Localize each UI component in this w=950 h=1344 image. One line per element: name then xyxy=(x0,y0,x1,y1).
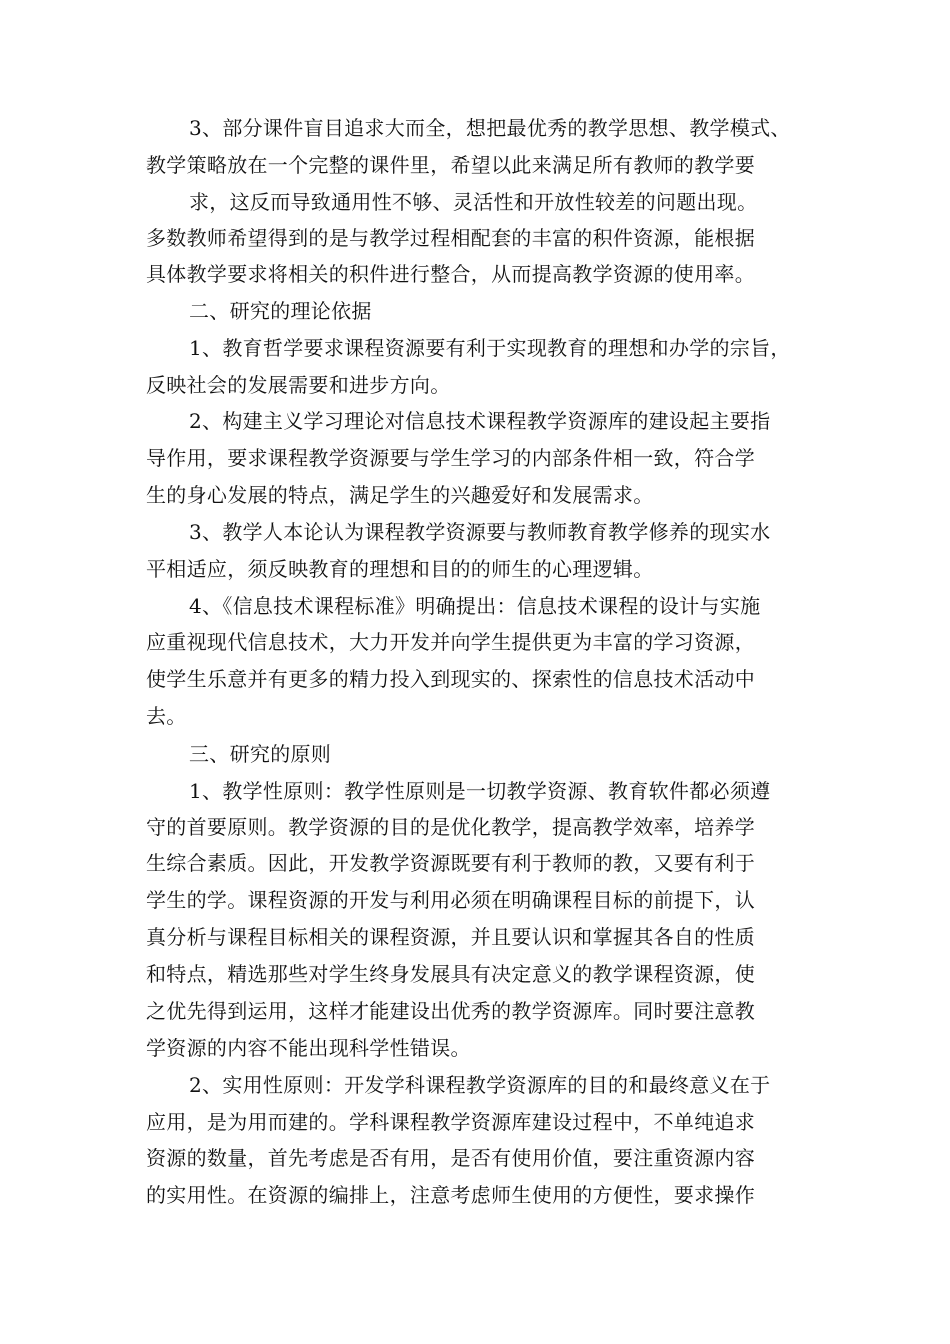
text-line: 生综合素质。因此，开发教学资源既要有利于教师的教，又要有利于 xyxy=(146,851,755,875)
text-line: 和特点，精选那些对学生终身发展具有决定意义的教学课程资源，使 xyxy=(146,962,755,986)
section-heading: 三、研究的原则 xyxy=(189,742,332,766)
text-line: 教学策略放在一个完整的课件里，希望以此来满足所有教师的教学要 xyxy=(146,153,755,177)
text-line: 2、构建主义学习理论对信息技术课程教学资源库的建设起主要指 xyxy=(189,409,771,433)
text-line: 3、部分课件盲目追求大而全，想把最优秀的教学思想、教学模式、 xyxy=(189,116,791,140)
text-line: 使学生乐意并有更多的精力投入到现实的、探索性的信息技术活动中 xyxy=(146,667,755,691)
text-line: 1、教学性原则：教学性原则是一切教学资源、教育软件都必须遵 xyxy=(189,779,771,803)
text-line: 学资源的内容不能出现科学性错误。 xyxy=(146,1036,471,1060)
text-line: 资源的数量，首先考虑是否有用，是否有使用价值，要注重资源内容 xyxy=(146,1146,755,1170)
text-line: 1、教育哲学要求课程资源要有利于实现教育的理想和办学的宗旨， xyxy=(189,336,791,360)
text-line: 具体教学要求将相关的积件进行整合，从而提高教学资源的使用率。 xyxy=(146,262,755,286)
text-line: 真分析与课程目标相关的课程资源，并且要认识和掌握其各自的性质 xyxy=(146,925,755,949)
text-line: 平相适应，须反映教育的理想和目的的师生的心理逻辑。 xyxy=(146,557,654,581)
text-line: 2、实用性原则：开发学科课程教学资源库的目的和最终意义在于 xyxy=(189,1073,771,1097)
text-line: 学生的学。课程资源的开发与利用必须在明确课程目标的前提下，认 xyxy=(146,888,755,912)
text-line: 导作用，要求课程教学资源要与学生学习的内部条件相一致，符合学 xyxy=(146,446,755,470)
section-heading: 二、研究的理论依据 xyxy=(189,299,372,323)
text-line: 之优先得到运用，这样才能建设出优秀的教学资源库。同时要注意教 xyxy=(146,999,755,1023)
text-line: 生的身心发展的特点，满足学生的兴趣爱好和发展需求。 xyxy=(146,483,654,507)
text-line: 3、教学人本论认为课程教学资源要与教师教育教学修养的现实水 xyxy=(189,520,771,544)
text-line: 去。 xyxy=(146,704,187,728)
text-line: 反映社会的发展需要和进步方向。 xyxy=(146,373,451,397)
text-line: 4、《信息技术课程标准》明确提出：信息技术课程的设计与实施 xyxy=(189,594,761,618)
text-line: 守的首要原则。教学资源的目的是优化教学，提高教学效率，培养学 xyxy=(146,815,755,839)
text-line: 应用，是为用而建的。学科课程教学资源库建设过程中，不单纯追求 xyxy=(146,1110,755,1134)
text-line: 多数教师希望得到的是与教学过程相配套的丰富的积件资源，能根据 xyxy=(146,226,755,250)
text-line: 求，这反而导致通用性不够、灵活性和开放性较差的问题出现。 xyxy=(189,190,758,214)
text-line: 应重视现代信息技术，大力开发并向学生提供更为丰富的学习资源， xyxy=(146,630,755,654)
text-line: 的实用性。在资源的编排上，注意考虑师生使用的方便性，要求操作 xyxy=(146,1183,755,1207)
